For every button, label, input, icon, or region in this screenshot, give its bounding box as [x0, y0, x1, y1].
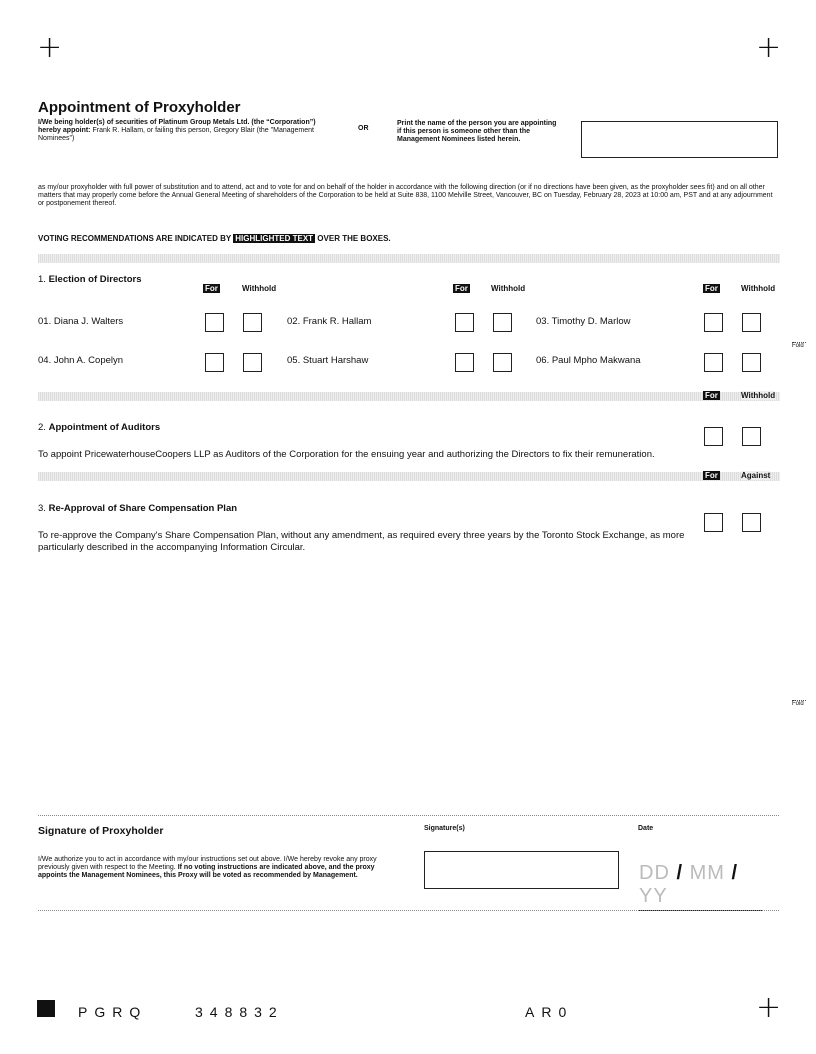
for-checkbox[interactable]: [205, 353, 224, 372]
withhold-label: Withhold: [741, 284, 776, 293]
for-label: For: [455, 284, 468, 293]
date-label: Date: [638, 825, 654, 832]
registration-mark-top-left: +: [37, 30, 63, 65]
for-checkbox[interactable]: [704, 353, 723, 372]
dotted-divider: [38, 815, 779, 816]
print-name-instruction: Print the name of the person you are appointing if this person is someone other than the Management Nominees listed herein.: [397, 120, 557, 143]
for-label: For: [705, 284, 718, 293]
document-code: AR0: [525, 1004, 574, 1020]
section-1-heading: 1. Election of Directors: [38, 274, 142, 285]
withhold-label: Withhold: [242, 284, 277, 293]
fold-mark: Fold: [792, 700, 806, 707]
form-code: PGRQ: [78, 1004, 148, 1020]
registration-mark-bottom-right: +: [756, 990, 782, 1025]
separator-band: [38, 472, 780, 481]
for-checkbox[interactable]: [455, 353, 474, 372]
director-name: 03. Timothy D. Marlow: [536, 316, 631, 327]
date-field[interactable]: DD / MM / YY: [639, 862, 763, 911]
signature-field[interactable]: [424, 851, 619, 889]
dotted-divider: [38, 910, 779, 911]
appointment-text: I/We being holder(s) of securities of Platinum Group Metals Ltd. (the “Corporation”) hereby appoint: Frank R. Hallam, or failing this person, Gregory Blair (the "Management Nominees"): [38, 119, 316, 142]
page-title: Appointment of Proxyholder: [38, 99, 241, 116]
proxyholder-name-field[interactable]: [581, 121, 778, 158]
for-checkbox[interactable]: [704, 427, 723, 446]
director-name: 01. Diana J. Walters: [38, 316, 124, 327]
for-checkbox[interactable]: [205, 313, 224, 332]
signatures-label: Signature(s): [424, 825, 465, 832]
director-name: 05. Stuart Harshaw: [287, 355, 369, 366]
for-label: For: [205, 284, 218, 293]
withhold-checkbox[interactable]: [243, 353, 262, 372]
share-plan-resolution-text: To re-approve the Company's Share Compensation Plan, without any amendment, as required every three years by the Toronto Stock Exchange, as more particularly described in the accompanying Information Circular.: [38, 530, 685, 553]
separator-band: [38, 392, 780, 401]
intro-paragraph: as my/our proxyholder with full power of substitution and to attend, act and to vote for and on behalf of the holder in accordance with the following direction (or if no directions have been given, as the proxyholder sees fit) and on all other matters that may properly come before the Annual General Meeting of shareholders of the Corporation to be held at Suite 838, 1100 Melville Street, Vancouver, BC on Tuesday, February 28, 2023 at 10:00 am, PST and at any adjournment or postponement thereof.: [38, 184, 773, 207]
withhold-checkbox[interactable]: [493, 353, 512, 372]
holder-code: 348832: [195, 1004, 284, 1020]
signature-section-title: Signature of Proxyholder: [38, 825, 164, 837]
separator-band: [38, 254, 780, 263]
section-2-heading: 2. Appointment of Auditors: [38, 422, 161, 433]
withhold-checkbox[interactable]: [243, 313, 262, 332]
against-checkbox[interactable]: [742, 513, 761, 532]
or-label: OR: [358, 125, 369, 132]
fold-mark: Fold: [792, 342, 806, 349]
for-label: For: [705, 391, 718, 400]
withhold-checkbox[interactable]: [742, 313, 761, 332]
for-label: For: [705, 471, 718, 480]
for-checkbox[interactable]: [704, 513, 723, 532]
registration-square: [37, 1000, 55, 1017]
director-name: 04. John A. Copelyn: [38, 355, 124, 366]
auditors-resolution-text: To appoint PricewaterhouseCoopers LLP as Auditors of the Corporation for the ensuing year and authorizing the Directors to fix their remuneration.: [38, 449, 655, 460]
for-checkbox[interactable]: [704, 313, 723, 332]
signature-authorization-text: I/We authorize you to act in accordance with my/our instructions set out above. I/We hereby revoke any proxy previously given with respect to the Meeting. If no voting instructions are indicated above, and the proxy appoints the Management Nominees, this Proxy will be voted as recommended by Management.: [38, 856, 377, 879]
withhold-label: Withhold: [741, 391, 776, 400]
section-3-heading: 3. Re-Approval of Share Compensation Plan: [38, 503, 238, 514]
registration-mark-top-right: +: [756, 30, 782, 65]
withhold-label: Withhold: [491, 284, 526, 293]
withhold-checkbox[interactable]: [742, 427, 761, 446]
for-checkbox[interactable]: [455, 313, 474, 332]
withhold-checkbox[interactable]: [742, 353, 761, 372]
withhold-checkbox[interactable]: [493, 313, 512, 332]
against-label: Against: [741, 471, 771, 480]
director-name: 02. Frank R. Hallam: [287, 316, 372, 327]
voting-recommendations-note: VOTING RECOMMENDATIONS ARE INDICATED BY HIGHLIGHTED TEXT OVER THE BOXES.: [38, 234, 391, 243]
director-name: 06. Paul Mpho Makwana: [536, 355, 641, 366]
